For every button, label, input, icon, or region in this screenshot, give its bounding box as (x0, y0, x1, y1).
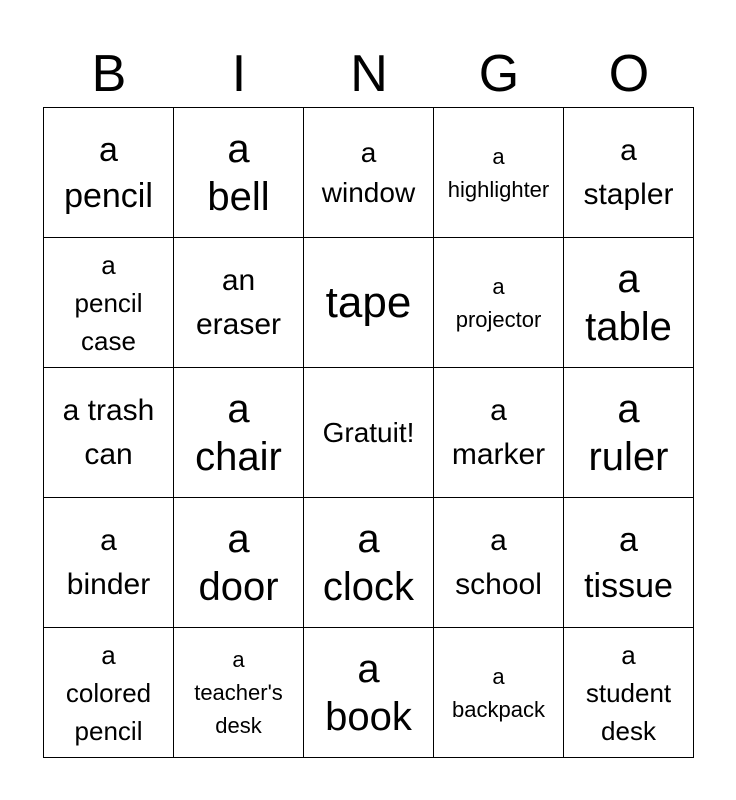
bingo-cell[interactable] (174, 498, 304, 628)
bingo-cell[interactable] (304, 498, 434, 628)
bingo-cell[interactable] (564, 628, 694, 758)
free-space-text: Gratuit! (322, 416, 415, 448)
bingo-cell[interactable] (564, 108, 694, 238)
header-letter-g: G (478, 45, 520, 103)
header-letter-b: B (91, 45, 127, 103)
bingo-cell[interactable] (304, 238, 434, 368)
bingo-cell[interactable] (174, 238, 304, 368)
bingo-cell[interactable] (44, 238, 174, 368)
bingo-cell[interactable] (44, 628, 174, 758)
header-letter-o: O (608, 45, 650, 103)
bingo-cell[interactable] (174, 628, 304, 758)
cell-text: a school (455, 523, 542, 601)
cell-text: a chair (195, 386, 282, 479)
bingo-cell[interactable] (304, 628, 434, 758)
bingo-cell[interactable] (434, 238, 564, 368)
bingo-cell[interactable] (44, 368, 174, 498)
bingo-cell[interactable] (44, 108, 174, 238)
cell-text: a stapler (583, 133, 674, 211)
cell-text: a student desk (585, 639, 672, 746)
cell-text: tape (325, 277, 412, 327)
bingo-cell[interactable] (44, 498, 174, 628)
cell-text: a door (198, 516, 279, 609)
cell-text: a pencil (64, 130, 153, 215)
header-letter-i: I (231, 45, 247, 103)
cell-text: a highlighter (447, 143, 550, 202)
bingo-cell[interactable] (434, 368, 564, 498)
header-letter-n: N (350, 45, 388, 103)
bingo-cell[interactable] (304, 108, 434, 238)
bingo-header (44, 40, 694, 108)
bingo-cell[interactable] (174, 368, 304, 498)
cell-text: a book (325, 646, 412, 739)
cell-text: an eraser (195, 263, 282, 341)
cell-text: a window (321, 136, 416, 208)
cell-text: a table (585, 256, 672, 349)
bingo-cell[interactable] (434, 108, 564, 238)
cell-text: a projector (455, 273, 542, 332)
cell-text: a teacher's desk (194, 647, 283, 738)
cell-text: a binder (66, 523, 151, 601)
cell-text: a marker (451, 393, 546, 471)
cell-text: a ruler (588, 386, 669, 479)
free-space-cell[interactable] (304, 368, 434, 498)
cell-text: a tissue (584, 520, 673, 605)
cell-text: a colored pencil (65, 639, 152, 746)
bingo-cell[interactable] (434, 498, 564, 628)
bingo-board (43, 107, 694, 758)
bingo-cell[interactable] (434, 628, 564, 758)
bingo-cell[interactable] (174, 108, 304, 238)
cell-text: a trash can (62, 393, 155, 471)
cell-text: a clock (322, 516, 415, 609)
cell-text: a backpack (452, 663, 545, 722)
bingo-cell[interactable] (564, 498, 694, 628)
cell-text: a bell (207, 126, 270, 219)
bingo-cell[interactable] (564, 368, 694, 498)
bingo-cell[interactable] (564, 238, 694, 368)
cell-text: a pencil case (74, 249, 143, 356)
